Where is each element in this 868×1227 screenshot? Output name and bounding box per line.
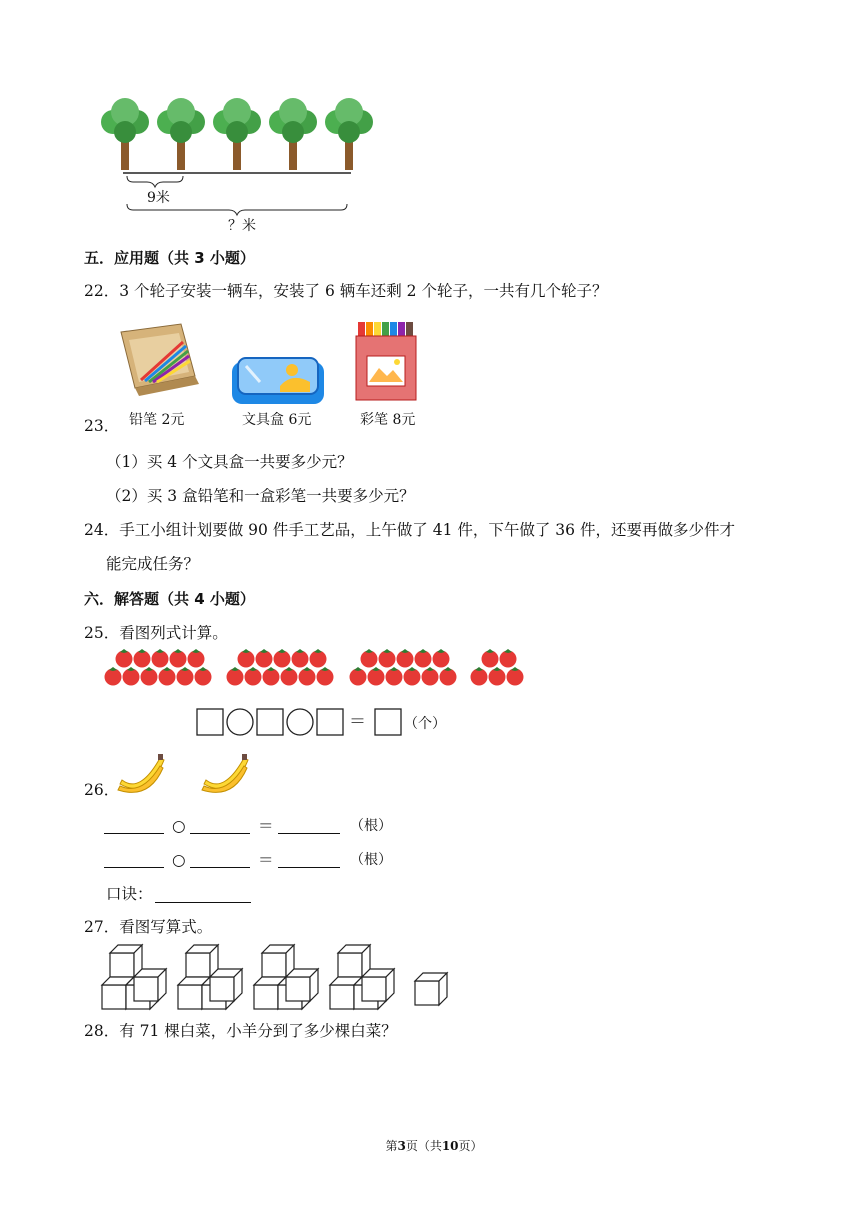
answer-template-25 (195, 707, 405, 737)
cube-stack (178, 945, 242, 1009)
cube-stack (254, 945, 318, 1009)
tree-row (101, 98, 373, 170)
tree-icon (101, 98, 149, 170)
section-title: 六．解答题（共 4 小题） (84, 590, 255, 608)
tomato-group-4 (471, 649, 524, 686)
question-24-line-2: 能完成任务？ (106, 555, 200, 573)
footer-suffix: 页） (458, 1139, 483, 1153)
cube-stack (330, 945, 394, 1009)
operator-circle[interactable]: ○ (172, 851, 186, 869)
section-title: 五．应用题（共 3 小题） (84, 249, 255, 267)
equals-sign: ＝ (349, 712, 366, 732)
cube-stack (102, 945, 166, 1009)
tree-icon (325, 98, 373, 170)
tomato-group-3 (350, 649, 457, 686)
color-pen-box-image (355, 320, 417, 402)
operator-circle[interactable] (227, 709, 253, 735)
answer-box[interactable] (197, 709, 223, 735)
question-27: 27．看图写算式。 (84, 918, 213, 936)
operator-circle[interactable] (287, 709, 313, 735)
unit-label: （根） (350, 818, 392, 834)
product-label-pencil-case: 文具盒 6元 (242, 412, 312, 428)
segment-label: 9米 (147, 190, 170, 206)
answer-box[interactable] (317, 709, 343, 735)
tomato-groups (100, 648, 530, 690)
answer-blank[interactable] (190, 851, 250, 868)
answer-blank[interactable] (278, 817, 340, 834)
fill-in-row-1 (104, 815, 404, 835)
answer-box[interactable] (257, 709, 283, 735)
question-28: 28．有 71 棵白菜，小羊分到了多少棵白菜？ (84, 1022, 397, 1040)
equals-sign: ＝ (258, 851, 274, 869)
question-23-sub-1: （1）买 4 个文具盒一共要多少元？ (106, 453, 353, 471)
answer-blank[interactable] (104, 817, 164, 834)
product-label-pencil: 铅笔 2元 (129, 412, 185, 428)
tree-icon (213, 98, 261, 170)
question-23-sub-2: （2）买 3 盒铅笔和一盒彩笔一共要多少元？ (106, 487, 415, 505)
unit-label: （根） (350, 852, 392, 868)
unit-label: （个） (404, 716, 446, 732)
question-22: 22．3 个轮子安装一辆车，安装了 6 辆车还剩 2 个轮子，一共有几个轮子？ (84, 282, 608, 300)
question-23-number: 23． (84, 417, 120, 435)
banana-image (202, 750, 250, 795)
fill-in-row-2 (104, 849, 404, 869)
mnemonic-label: 口诀： (106, 885, 153, 903)
pencil-case-image (230, 356, 326, 408)
equals-sign: ＝ (258, 817, 274, 835)
question-25: 25．看图列式计算。 (84, 624, 228, 642)
question-24-line-1: 24．手工小组计划要做 90 件手工艺品，上午做了 41 件，下午做了 36 件，还要再做多少件才 (84, 521, 735, 539)
answer-blank[interactable] (278, 851, 340, 868)
page-footer (0, 1137, 868, 1154)
single-cube (415, 973, 447, 1005)
total-label: ？米 (228, 218, 256, 234)
footer-prefix: 第 (385, 1139, 398, 1153)
footer-mid: 页（共 (405, 1139, 442, 1153)
segment-brace (127, 176, 183, 187)
question-26-number: 26． (84, 781, 120, 799)
total-pages: 10 (441, 1139, 459, 1153)
tomato-group-1 (105, 649, 212, 686)
product-label-color-pen: 彩笔 8元 (360, 412, 416, 428)
answer-blank[interactable] (190, 817, 250, 834)
tree-icon (157, 98, 205, 170)
banana-image (118, 750, 166, 795)
answer-box[interactable] (375, 709, 401, 735)
mnemonic-blank[interactable] (155, 886, 251, 903)
answer-blank[interactable] (104, 851, 164, 868)
tomato-group-2 (227, 649, 334, 686)
pencil-box-image (115, 322, 205, 402)
tree-icon (269, 98, 317, 170)
cube-stacks-figure (100, 945, 460, 1011)
page-number: 3 (397, 1139, 406, 1153)
operator-circle[interactable]: ○ (172, 817, 186, 835)
